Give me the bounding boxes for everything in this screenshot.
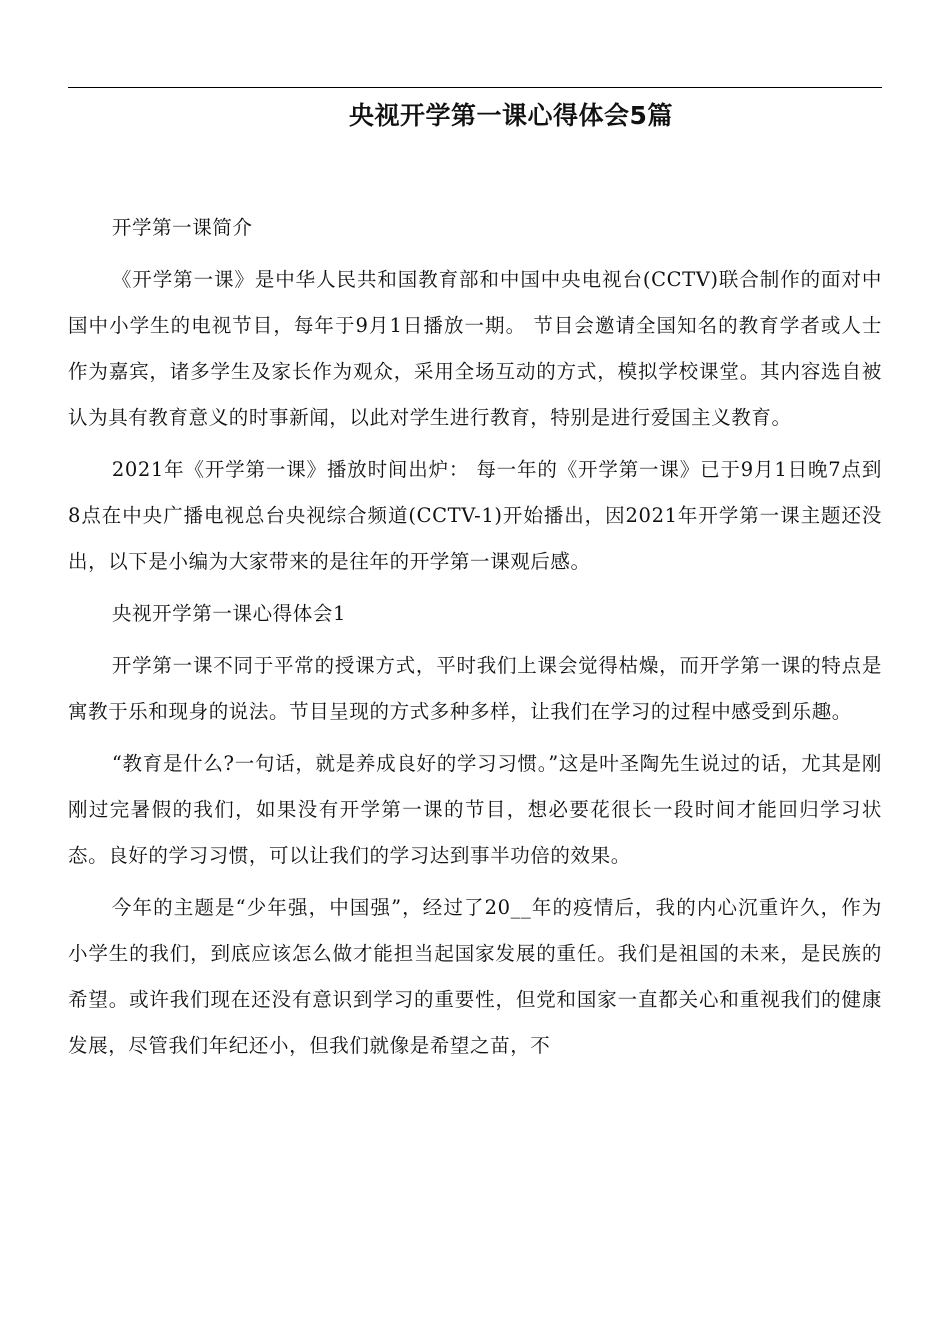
paragraph-essay-1-intro: 开学第一课不同于平常的授课方式，平时我们上课会觉得枯燥，而开学第一课的特点是寓教于乐和现身的说法。节目呈现的方式多种多样，让我们在学习的过程中感受到乐趣。 <box>68 654 882 723</box>
paragraph-broadcast-time: 2021年《开学第一课》播放时间出炉： 每一年的《开学第一课》已于9月1日晚7点到8点在中央广播电视总台央视综合频道(CCTV-1)开始播出，因2021年开学第一课主题还没出，以下是小编为大家带来的是往年的开学第一课观后感。 <box>68 458 882 573</box>
section-heading-intro: 开学第一课简介 <box>111 216 253 239</box>
paragraph-program-description: 《开学第一课》是中华人民共和国教育部和中国中央电视台(CCTV)联合制作的面对中国中小学生的电视节目，每年于9月1日播放一期。 节目会邀请全国知名的教育学者或人士作为嘉宾，诸多学生及家长作为观众，采用全场互动的方式，模拟学校课堂。其内容选自被认为具有教育意义的时事新闻，以此对学生进行教育，特别是进行爱国主义教育。 <box>68 268 882 429</box>
paragraph-essay-1-quote: “教育是什么?一句话，就是养成良好的学习习惯。”这是叶圣陶先生说过的话，尤其是刚刚过完暑假的我们，如果没有开学第一课的节目，想必要花很长一段时间才能回归学习状态。良好的学习习惯，可以让我们的学习达到事半功倍的效果。 <box>68 752 882 867</box>
document-body <box>68 205 882 1075</box>
paragraph-essay-1-theme: 今年的主题是“少年强，中国强”，经过了20__年的疫情后，我的内心沉重许久，作为小学生的我们，到底应该怎么做才能担当起国家发展的重任。我们是祖国的未来，是民族的希望。或许我们现在还没有意识到学习的重要性，但党和国家一直都关心和重视我们的健康发展，尽管我们年纪还小，但我们就像是希望之苗，不 <box>68 896 882 1057</box>
section-heading-essay-1: 央视开学第一课心得体会1 <box>111 602 346 625</box>
header-rule <box>68 87 882 88</box>
document-title: 央视开学第一课心得体会5篇 <box>349 101 673 130</box>
